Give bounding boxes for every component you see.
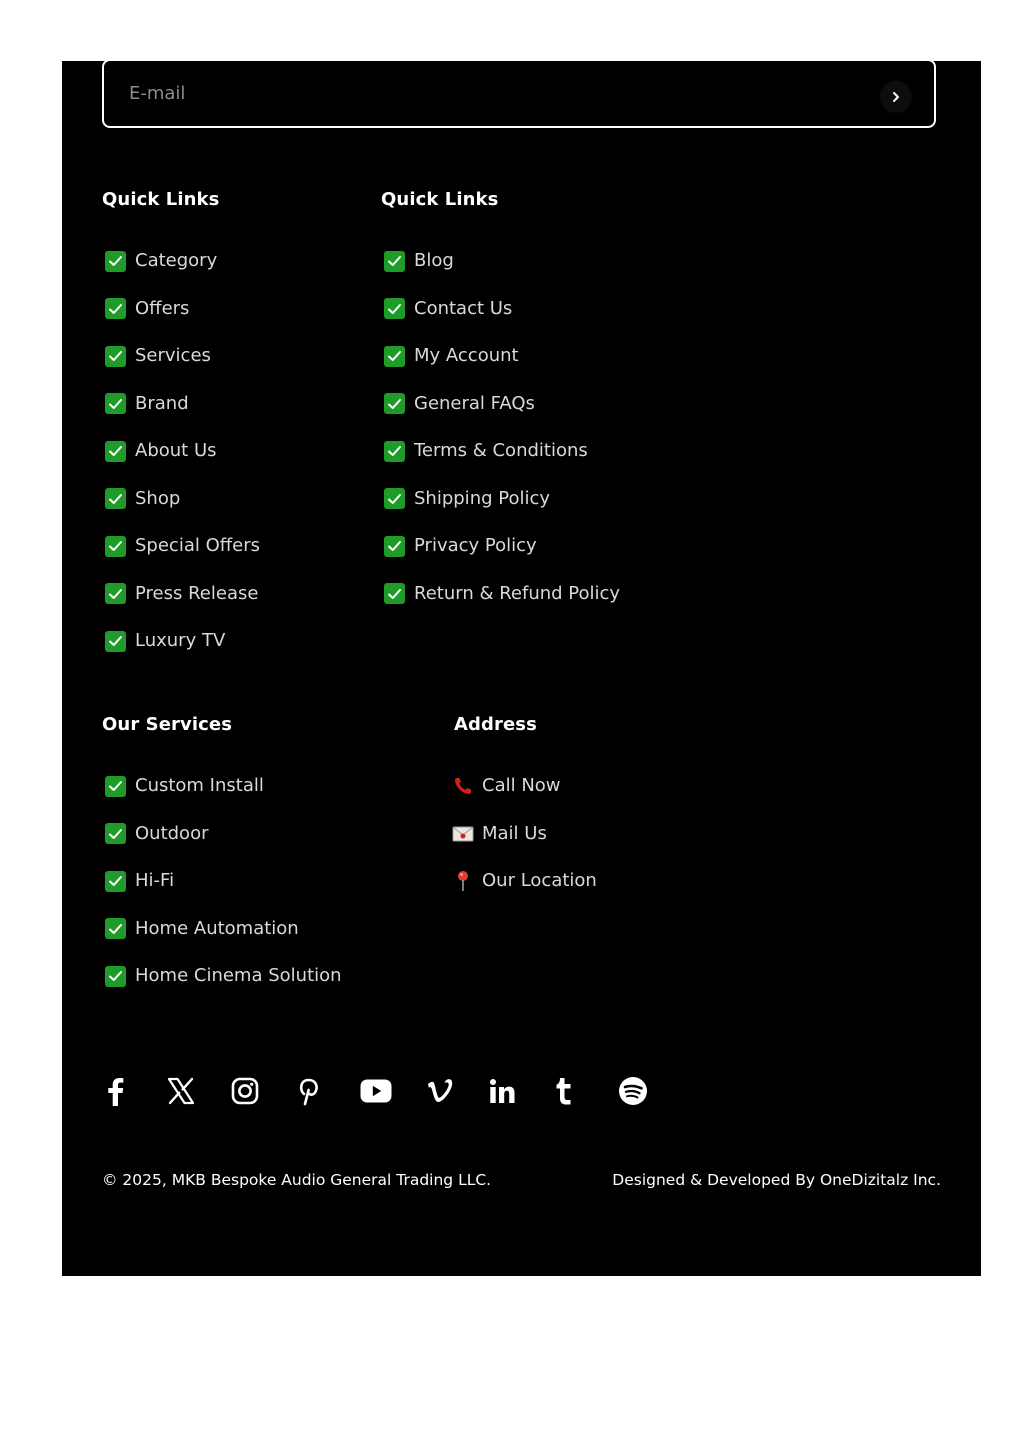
checkmark-icon — [384, 536, 405, 557]
quick-links-1-list — [102, 249, 260, 677]
checkmark-icon — [105, 631, 126, 652]
checkmark-icon — [384, 393, 405, 414]
list-item — [381, 487, 620, 535]
checkmark-icon — [105, 966, 126, 987]
link-label: Shipping Policy — [414, 487, 551, 509]
link-label: Blog — [414, 250, 454, 271]
list-item — [102, 344, 260, 392]
link-terms-and-conditions[interactable] — [381, 439, 588, 463]
list-item — [102, 774, 342, 822]
chevron-right-icon — [891, 91, 901, 103]
developer-credit: Designed & Developed By OneDizitalz Inc. — [612, 1171, 941, 1189]
list-item — [452, 869, 597, 917]
address-link-mail-us[interactable] — [452, 822, 547, 846]
link-hi-fi[interactable] — [102, 869, 174, 893]
list-item — [381, 392, 620, 440]
checkmark-icon — [105, 776, 126, 797]
list-item — [381, 534, 620, 582]
spotify-link[interactable] — [618, 1071, 683, 1111]
checkmark-icon — [105, 251, 126, 272]
instagram-link[interactable] — [231, 1071, 296, 1111]
newsletter-form — [102, 59, 936, 128]
pin-icon — [452, 870, 474, 892]
list-item — [102, 869, 342, 917]
address-label: Call Now — [482, 775, 561, 796]
link-label: Return & Refund Policy — [414, 582, 621, 604]
link-label: Brand — [135, 392, 189, 414]
spotify-icon — [618, 1076, 648, 1106]
list-item — [102, 534, 260, 582]
link-outdoor[interactable] — [102, 822, 209, 846]
link-label: Privacy Policy — [414, 535, 537, 556]
list-item — [381, 439, 620, 487]
link-label: Offers — [135, 297, 190, 319]
checkmark-icon — [105, 918, 126, 939]
envelope-icon — [452, 826, 474, 842]
address-link-our-location[interactable] — [452, 869, 597, 893]
link-label: Contact Us — [414, 297, 513, 319]
list-item — [452, 774, 597, 822]
link-label: General FAQs — [414, 392, 535, 414]
list-item — [102, 487, 260, 535]
checkmark-icon — [105, 441, 126, 462]
checkmark-icon — [384, 488, 405, 509]
list-item — [102, 249, 260, 297]
our-services-title: Our Services — [102, 714, 233, 735]
checkmark-icon — [105, 298, 126, 319]
link-services[interactable] — [102, 344, 211, 368]
our-services-list — [102, 774, 342, 1012]
address-link-call-now[interactable] — [452, 774, 561, 798]
checkmark-icon — [384, 583, 405, 604]
list-item — [102, 629, 260, 677]
link-offers[interactable] — [102, 297, 189, 321]
link-custom-install[interactable] — [102, 774, 264, 798]
tumblr-link[interactable] — [554, 1071, 619, 1111]
link-shipping-policy[interactable] — [381, 487, 550, 511]
list-item — [102, 582, 260, 630]
site-footer — [62, 61, 981, 1276]
quick-links-2-title: Quick Links — [381, 189, 499, 210]
list-item — [452, 822, 597, 870]
social-links — [102, 1071, 683, 1111]
checkmark-icon — [105, 536, 126, 557]
link-brand[interactable] — [102, 392, 189, 416]
link-label: Press Release — [135, 582, 259, 604]
pinterest-link[interactable] — [296, 1071, 361, 1111]
link-special-offers[interactable] — [102, 534, 260, 558]
email-input[interactable] — [104, 61, 864, 126]
address-label: Mail Us — [482, 822, 547, 844]
link-label: Shop — [135, 487, 181, 509]
link-label: Special Offers — [135, 535, 260, 556]
vimeo-link[interactable] — [425, 1071, 490, 1111]
checkmark-icon — [105, 871, 126, 892]
link-general-faqs[interactable] — [381, 392, 535, 416]
list-item — [102, 917, 342, 965]
link-label: Custom Install — [135, 775, 264, 796]
checkmark-icon — [105, 488, 126, 509]
checkmark-icon — [384, 251, 405, 272]
instagram-icon — [231, 1077, 259, 1105]
youtube-link[interactable] — [360, 1071, 425, 1111]
facebook-link[interactable] — [102, 1071, 167, 1111]
link-blog[interactable] — [381, 249, 454, 273]
link-label: Category — [135, 250, 218, 271]
list-item — [381, 344, 620, 392]
link-label: Hi-Fi — [135, 870, 175, 891]
quick-links-1-title: Quick Links — [102, 189, 220, 210]
copyright-text: © 2025, MKB Bespoke Audio General Trading LLC. — [102, 1171, 492, 1189]
address-label: Our Location — [482, 870, 597, 891]
list-item — [381, 582, 620, 630]
list-item — [102, 822, 342, 870]
list-item — [381, 297, 620, 345]
facebook-icon — [102, 1076, 130, 1106]
checkmark-icon — [384, 441, 405, 462]
link-label: Outdoor — [135, 822, 209, 844]
link-shop[interactable] — [102, 487, 180, 511]
phone-icon — [452, 776, 474, 796]
checkmark-icon — [384, 346, 405, 367]
link-contact-us[interactable] — [381, 297, 512, 321]
address-title: Address — [454, 714, 537, 735]
vimeo-icon — [425, 1078, 455, 1104]
youtube-icon — [360, 1079, 392, 1103]
checkmark-icon — [105, 393, 126, 414]
list-item — [102, 297, 260, 345]
link-category[interactable] — [102, 249, 217, 273]
pinterest-icon — [296, 1076, 320, 1106]
list-item — [102, 964, 342, 1012]
link-my-account[interactable] — [381, 344, 519, 368]
linkedin-link[interactable] — [489, 1071, 554, 1111]
list-item — [381, 249, 620, 297]
x-icon — [167, 1077, 195, 1105]
checkmark-icon — [105, 346, 126, 367]
quick-links-2-list — [381, 249, 620, 629]
newsletter-submit-button[interactable] — [880, 81, 912, 113]
address-list — [452, 774, 597, 917]
tumblr-icon — [554, 1076, 574, 1106]
link-label: Home Automation — [135, 917, 299, 939]
checkmark-icon — [384, 298, 405, 319]
link-about-us[interactable] — [102, 439, 217, 463]
x-link[interactable] — [167, 1071, 232, 1111]
link-label: Terms & Conditions — [414, 440, 588, 461]
link-label: Home Cinema Solution — [135, 965, 342, 986]
link-press-release[interactable] — [102, 582, 258, 606]
list-item — [102, 392, 260, 440]
link-label: About Us — [135, 440, 217, 461]
link-privacy-policy[interactable] — [381, 534, 537, 558]
list-item — [102, 439, 260, 487]
checkmark-icon — [105, 583, 126, 604]
link-label: Luxury TV — [135, 630, 226, 651]
checkmark-icon — [105, 823, 126, 844]
link-home-automation[interactable] — [102, 917, 299, 941]
link-home-cinema-solution[interactable] — [102, 964, 342, 988]
linkedin-icon — [489, 1078, 515, 1104]
link-luxury-tv[interactable] — [102, 629, 225, 653]
link-label: Services — [135, 345, 211, 366]
link-return-and-refund-policy[interactable] — [381, 582, 620, 606]
link-label: My Account — [414, 345, 519, 366]
